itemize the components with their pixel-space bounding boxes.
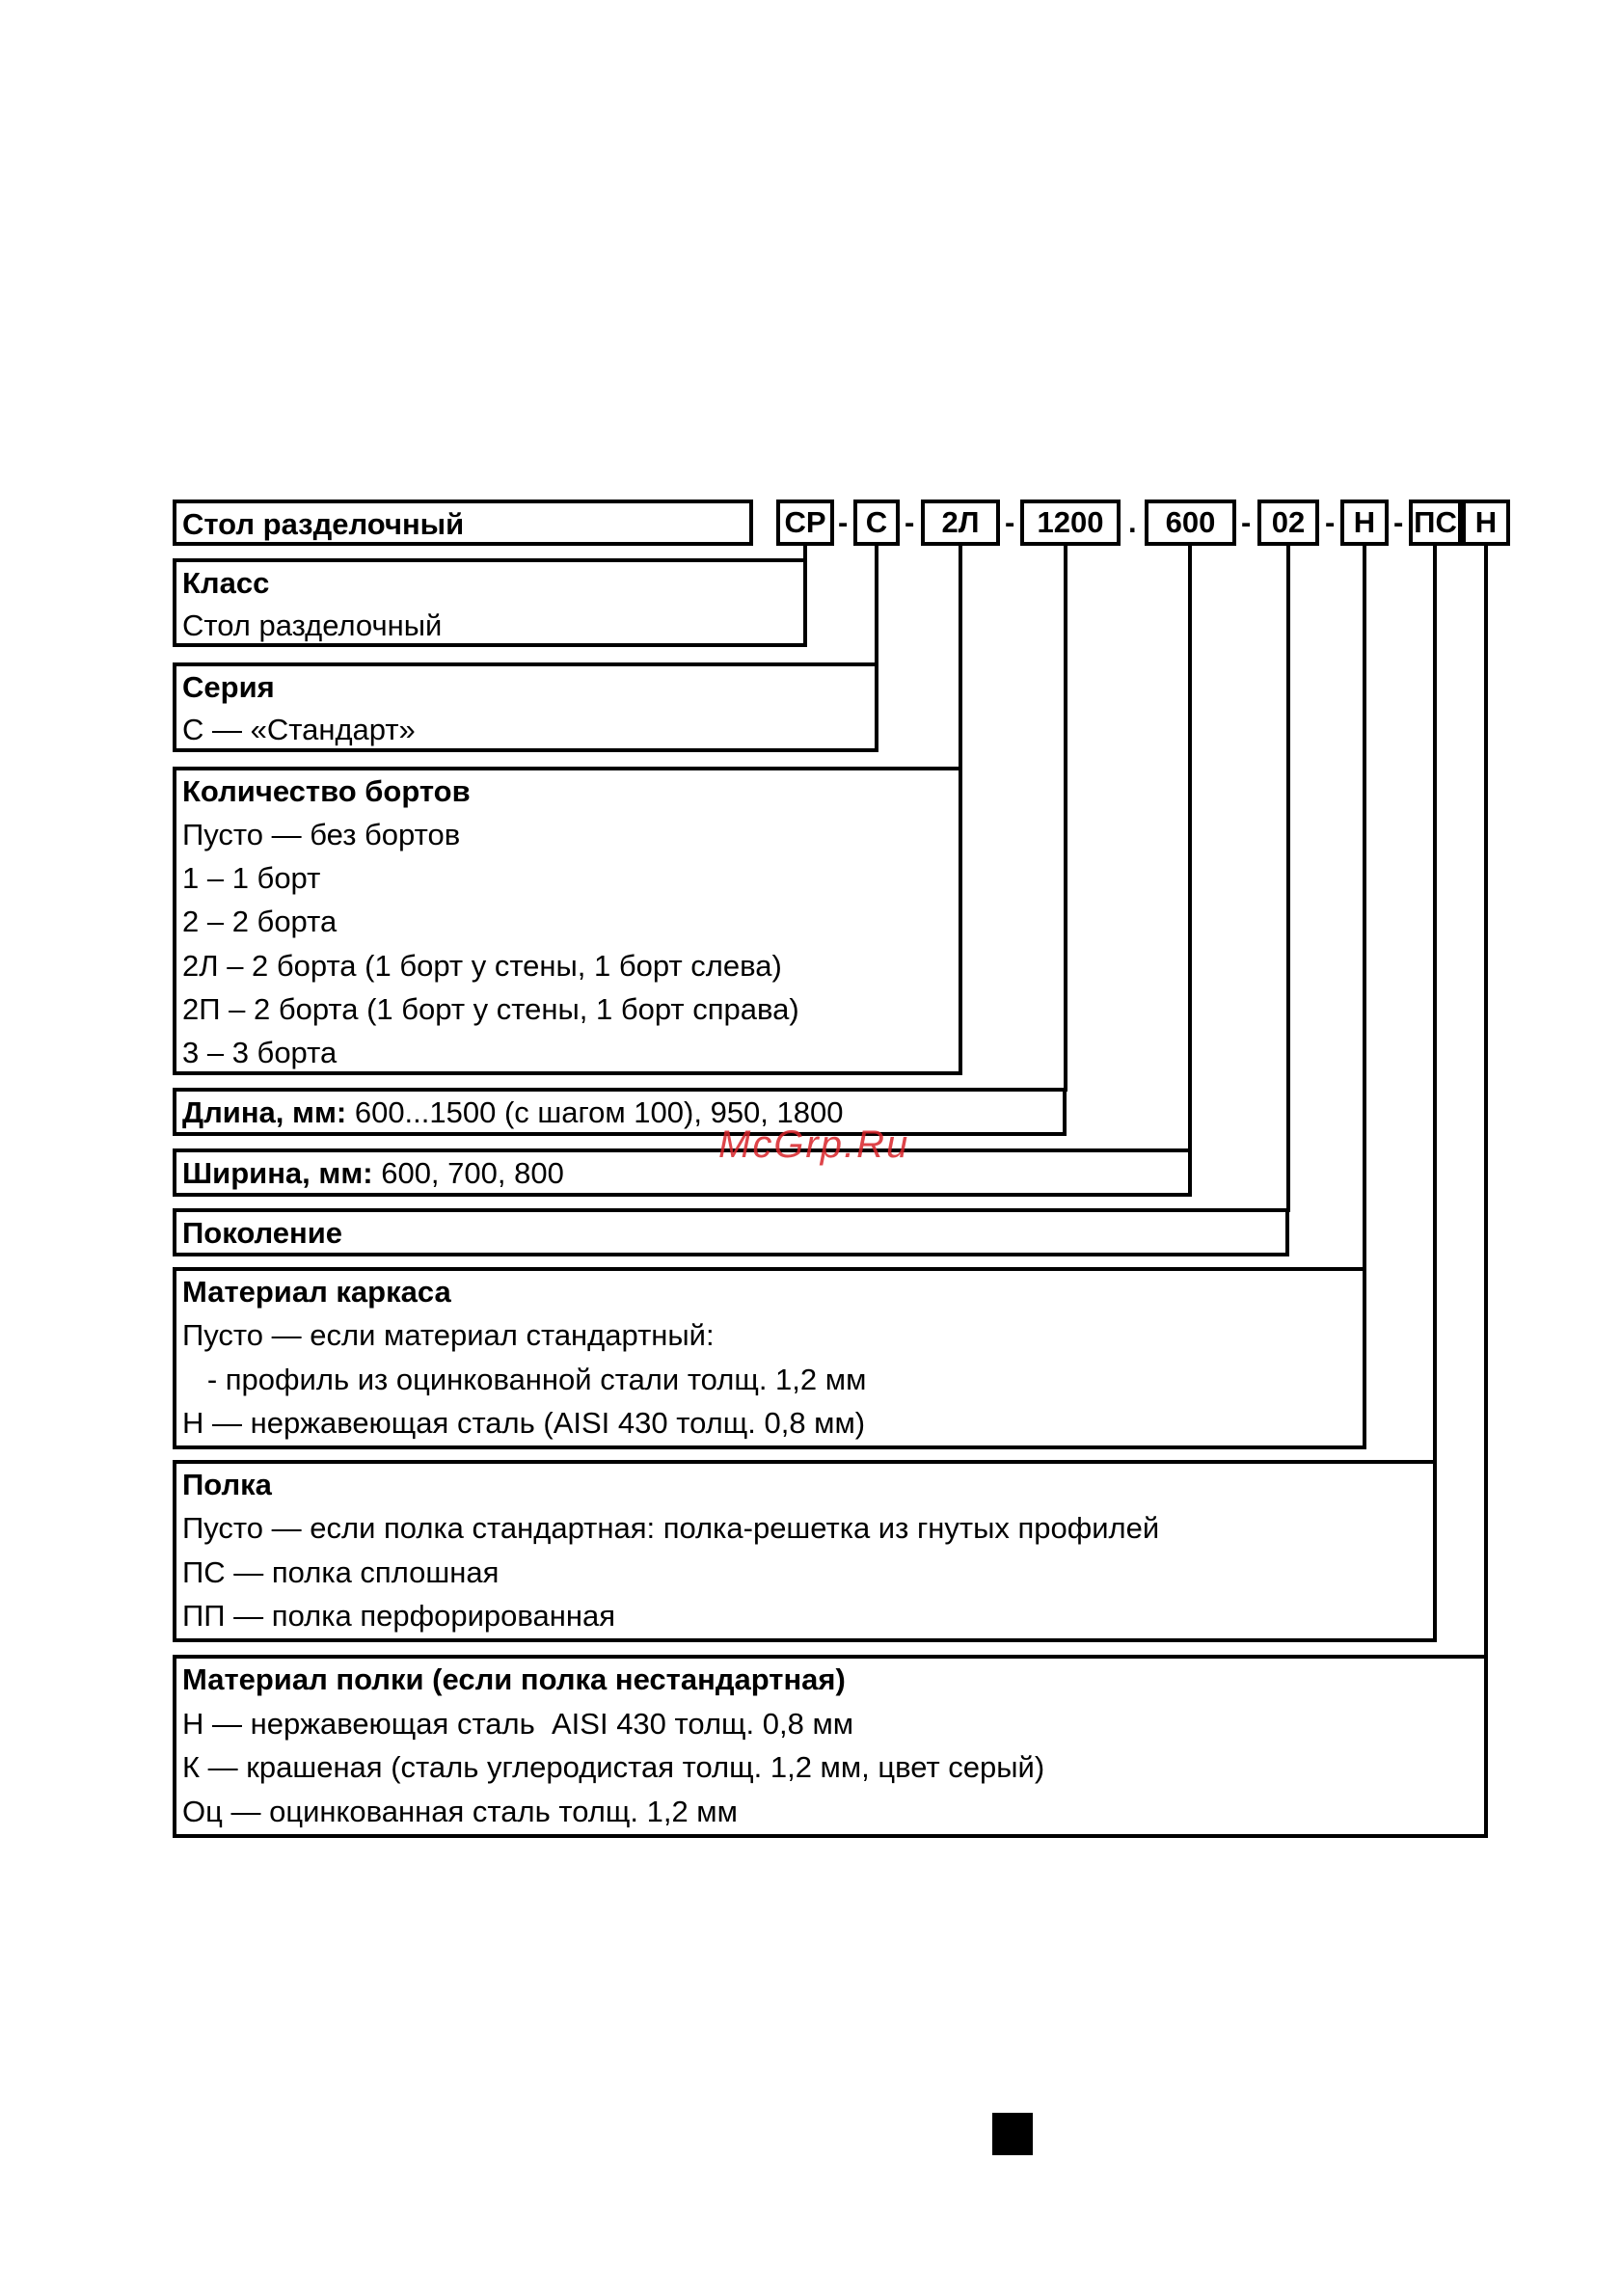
section-generation-title: Поколение (182, 1216, 343, 1250)
section-series (173, 662, 878, 752)
section-shelf-material-line: К — крашеная (сталь углеродистая толщ. 1,2 мм, цвет серый) (182, 1750, 1045, 1784)
section-shelf-material (173, 1655, 1488, 1838)
section-shelf-title: Полка (182, 1468, 272, 1501)
section-sides-title: Количество бортов (182, 774, 471, 808)
section-shelf-line: ПП — полка перфорированная (182, 1599, 616, 1633)
section-sides (173, 767, 962, 1075)
section-sides-line: 2П – 2 борта (1 борт у стены, 1 борт справа) (182, 992, 799, 1026)
section-frame-line: - профиль из оцинкованной стали толщ. 1,2 мм (182, 1363, 867, 1396)
header-title-box (173, 500, 753, 546)
code-part-class: СР (776, 500, 834, 546)
code-part-length: 1200 (1020, 500, 1121, 546)
section-width-row (182, 1152, 564, 1195)
page-marker (992, 2113, 1033, 2155)
section-length-value: 600...1500 (с шагом 100), 950, 1800 (346, 1095, 844, 1129)
section-class-line: Стол разделочный (182, 608, 443, 642)
section-sides-line: Пусто — без бортов (182, 818, 461, 851)
code-separator: - (1005, 505, 1015, 539)
section-shelf-line: Пусто — если полка стандартная: полка-решетка из гнутых профилей (182, 1511, 1160, 1545)
connector-frame (1362, 546, 1364, 1269)
section-series-title: Серия (182, 670, 275, 704)
page-title: Стол разделочный (182, 507, 465, 541)
code-separator: - (1241, 505, 1252, 539)
connector-shelf-material (1482, 546, 1486, 1657)
section-frame-line: Н — нержавеющая сталь (AISI 430 толщ. 0,8 мм) (182, 1406, 866, 1440)
section-sides-line: 1 – 1 борт (182, 861, 321, 895)
section-length (173, 1088, 1067, 1136)
section-shelf-material-line: Н — нержавеющая сталь AISI 430 толщ. 0,8 мм (182, 1707, 854, 1741)
code-part-shelf: ПС (1409, 500, 1462, 546)
section-shelf-line: ПС — полка сплошная (182, 1555, 500, 1589)
section-frame (173, 1267, 1366, 1449)
code-part-series: С (853, 500, 900, 546)
section-length-label: Длина, мм: (182, 1095, 347, 1129)
code-separator: - (838, 505, 849, 539)
code-part-generation: 02 (1257, 500, 1319, 546)
code-separator: - (1325, 505, 1336, 539)
section-shelf-material-title: Материал полки (если полка нестандартная) (182, 1662, 846, 1696)
section-frame-line: Пусто — если материал стандартный: (182, 1318, 715, 1352)
code-separator: . (1128, 505, 1137, 539)
section-shelf (173, 1460, 1437, 1642)
section-sides-line: 2Л – 2 борта (1 борт у стены, 1 борт слева) (182, 949, 782, 983)
connector-shelf (1431, 546, 1435, 1462)
code-part-sides: 2Л (921, 500, 1000, 546)
section-width-value: 600, 700, 800 (372, 1156, 564, 1190)
watermark: McGrp.Ru (718, 1123, 910, 1166)
section-frame-title: Материал каркаса (182, 1275, 451, 1309)
section-sides-line: 2 – 2 борта (182, 905, 338, 938)
section-series-line: С — «Стандарт» (182, 713, 416, 746)
section-sides-line: 3 – 3 борта (182, 1036, 338, 1069)
section-generation (173, 1208, 1289, 1256)
connector-length (1061, 546, 1066, 1090)
code-part-width: 600 (1145, 500, 1236, 546)
section-class (173, 558, 807, 647)
section-width (173, 1148, 1192, 1197)
code-part-shelf-material: Н (1462, 500, 1510, 546)
section-width-label: Ширина, мм: (182, 1156, 373, 1190)
section-shelf-material-line: Оц — оцинкованная сталь толщ. 1,2 мм (182, 1795, 738, 1828)
connector-generation (1285, 546, 1288, 1210)
connector-width (1186, 546, 1190, 1150)
code-part-frame: Н (1340, 500, 1389, 546)
section-class-title: Класс (182, 566, 270, 600)
code-separator: - (1393, 505, 1404, 539)
code-separator: - (905, 505, 915, 539)
